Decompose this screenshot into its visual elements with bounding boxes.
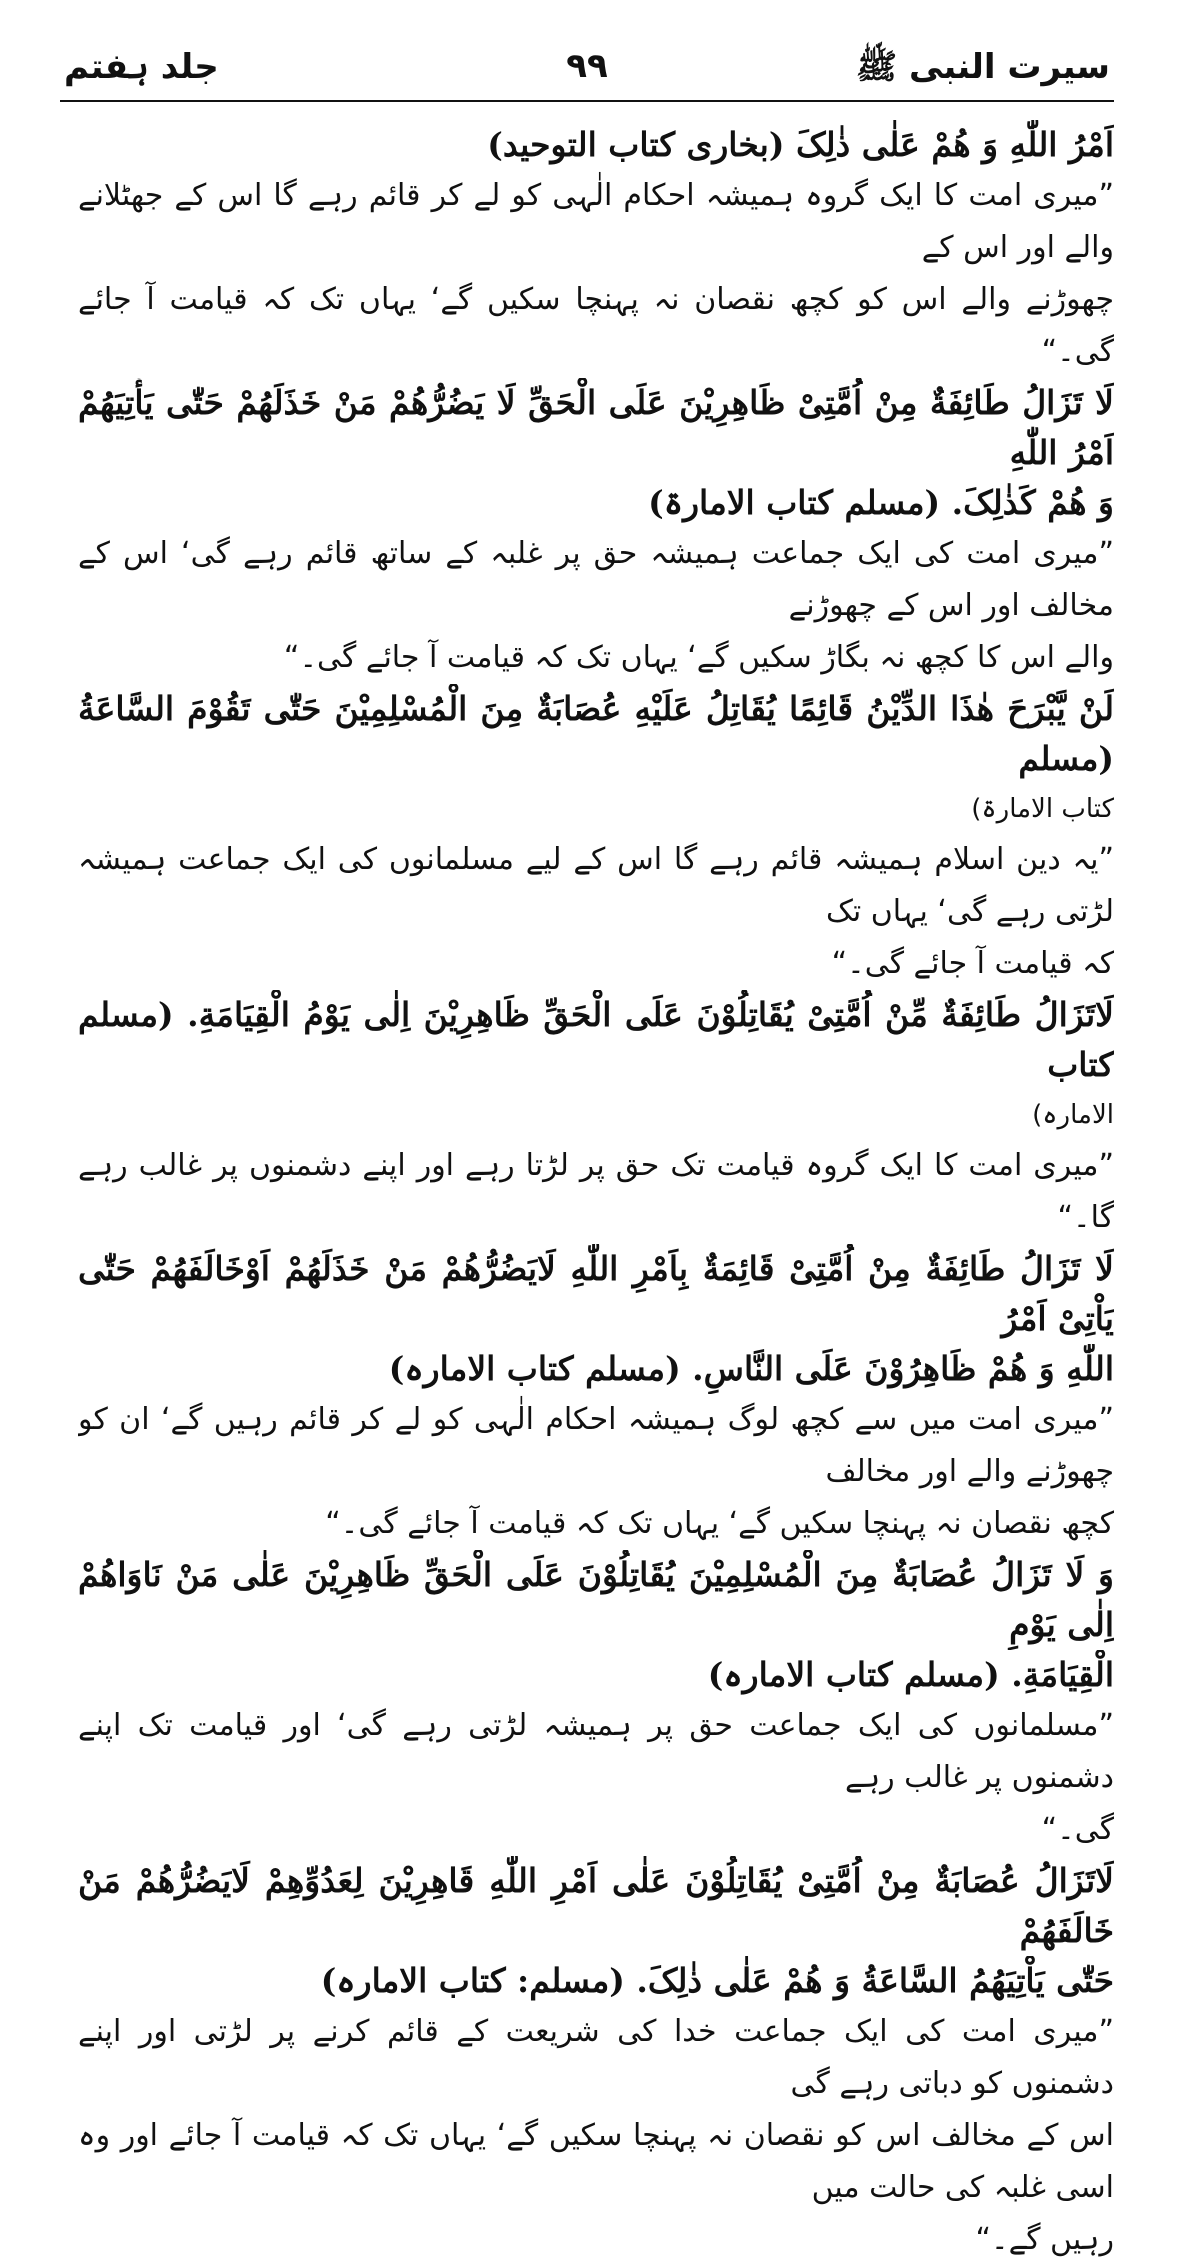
text-line: حَتّٰى یَاْتِیَهُمُ السَّاعَةُ وَ هُمْ عَلٰى ذٰلِکَ. (مسلم: کتاب الامارہ) <box>320 1961 1114 2000</box>
text-line: الْقِیَامَةِ. (مسلم کتاب الامارہ) <box>707 1655 1114 1694</box>
text-line: ”میری امت کی ایک جماعت ہمیشہ حق پر غلبہ کے ساتھ قائم رہے گی‘ اس کے مخالف اور اس کے چھوڑنے <box>78 536 1114 623</box>
text-line: کہ قیامت آ جائے گی۔“ <box>831 946 1114 981</box>
text-line: وَ لَا تَزَالُ عُصَابَةٌ مِنَ الْمُسْلِمِیْنَ یُقَاتِلُوْنَ عَلَى الْحَقِّ ظَاهِرِیْنَ عَلٰى مَنْ نَاوَاهُمْ اِلٰى یَوْمِ <box>78 1555 1114 1644</box>
text-line: لَاتَزَالُ طَائِفَةٌ مِّنْ اُمَّتِیْ یُقَاتِلُوْنَ عَلَى الْحَقِّ ظَاهِرِیْنَ اِلٰى یَوْمُ الْقِیَامَةِ. (مسلم کتاب <box>78 995 1114 1084</box>
text-line: وَ هُمْ كَذٰلِکَ. (مسلم کتاب الامارۃ) <box>648 483 1114 522</box>
text-line: اللّٰهِ وَ هُمْ ظَاهِرُوْنَ عَلَى النَّاسِ. (مسلم کتاب الامارہ) <box>388 1349 1114 1388</box>
text-line: الامارہ) <box>1032 1100 1114 1130</box>
text-line: ”یہ دین اسلام ہمیشہ قائم رہے گا اس کے لیے مسلمانوں کی ایک جماعت ہمیشہ لڑتی رہے گی‘ یہاں تک <box>78 842 1114 929</box>
header-rule <box>60 100 1114 102</box>
page-number: ۹۹ <box>566 46 608 86</box>
text-line: ”میری امت کا ایک گروہ ہمیشہ احکام الٰہی کو لے کر قائم رہے گا اس کے جھٹلانے والے اور اس کے <box>78 178 1114 265</box>
text-line: لَا تَزَالُ طَائِفَةٌ مِنْ اُمَّتِیْ قَائِمَةٌ بِاَمْرِ اللّٰهِ لَایَضُرُّهُمْ مَنْ خَذَلَهُمْ اَوْخَالَفَهُمْ حَتّٰى یَاْتِیْ اَمْرُ <box>78 1249 1114 1338</box>
text-line: کچھ نقصان نہ پہنچا سکیں گے‘ یہاں تک کہ قیامت آ جائے گی۔“ <box>325 1506 1114 1541</box>
text-line: ”میری امت کی ایک جماعت خدا کی شریعت کے قائم کرنے پر لڑتی اور اپنے دشمنوں کو دباتی رہے گی <box>78 2014 1114 2101</box>
running-header <box>60 28 1114 98</box>
text-line: لَنْ یَّبْرَحَ هٰذَا الدِّیْنُ قَائِمًا یُقَاتِلُ عَلَیْهِ عُصَابَةٌ مِنَ الْمُسْلِمِیْنَ حَتّٰى تَقُوْمَ السَّاعَةُ (مسلم <box>78 689 1114 778</box>
text-line: والے اس کا کچھ نہ بگاڑ سکیں گے‘ یہاں تک کہ قیامت آ جائے گی۔“ <box>283 640 1114 675</box>
text-line: لَا تَزَالُ طَائِفَةٌ مِنْ اُمَّتِیْ ظَاهِرِیْنَ عَلَى الْحَقِّ لَا یَضُرُّهُمْ مَنْ خَذَلَهُمْ حَتّٰى یَأْتِیَهُمْ اَمْرُ اللّٰهِ <box>78 383 1114 472</box>
text-line: ”میری امت کا ایک گروہ قیامت تک حق پر لڑتا رہے اور اپنے دشمنوں پر غالب رہے گا۔“ <box>78 1148 1114 1235</box>
text-line: ”میری امت میں سے کچھ لوگ ہمیشہ احکام الٰہی کو لے کر قائم رہیں گے‘ ان کو چھوڑنے والے اور مخالف <box>78 1402 1114 1489</box>
text-line: رہیں گے۔“ <box>975 2222 1114 2257</box>
text-line: کتاب الامارۃ) <box>971 794 1114 824</box>
text-line: گی۔“ <box>1041 1812 1114 1847</box>
text-line: اَمْرُ اللّٰهِ وَ هُمْ عَلٰى ذٰلِکَ (بخاری کتاب التوحید) <box>487 125 1114 164</box>
book-title: سیرت النبی ﷺ <box>856 47 1110 87</box>
text-line: چھوڑنے والے اس کو کچھ نقصان نہ پہنچا سکیں گے‘ یہاں تک کہ قیامت آ جائے گی۔“ <box>78 282 1114 369</box>
volume-label: جلد ہفتم <box>64 47 219 87</box>
text-line: لَاتَزَالُ عُصَابَةٌ مِنْ اُمَّتِیْ یُقَاتِلُوْنَ عَلٰى اَمْرِ اللّٰهِ قَاهِرِیْنَ لِعَدُوِّهِمْ لَایَضُرُّهُمْ مَنْ خَالَفَهُمْ <box>78 1861 1114 1950</box>
text-line: ”مسلمانوں کی ایک جماعت حق پر ہمیشہ لڑتی رہے گی‘ اور قیامت تک اپنے دشمنوں پر غالب رہے <box>78 1708 1114 1795</box>
text-line: اس کے مخالف اس کو نقصان نہ پہنچا سکیں گے‘ یہاں تک کہ قیامت آ جائے اور وہ اسی غلبہ کی حالت میں <box>78 2118 1114 2205</box>
page-body <box>78 120 1114 2266</box>
